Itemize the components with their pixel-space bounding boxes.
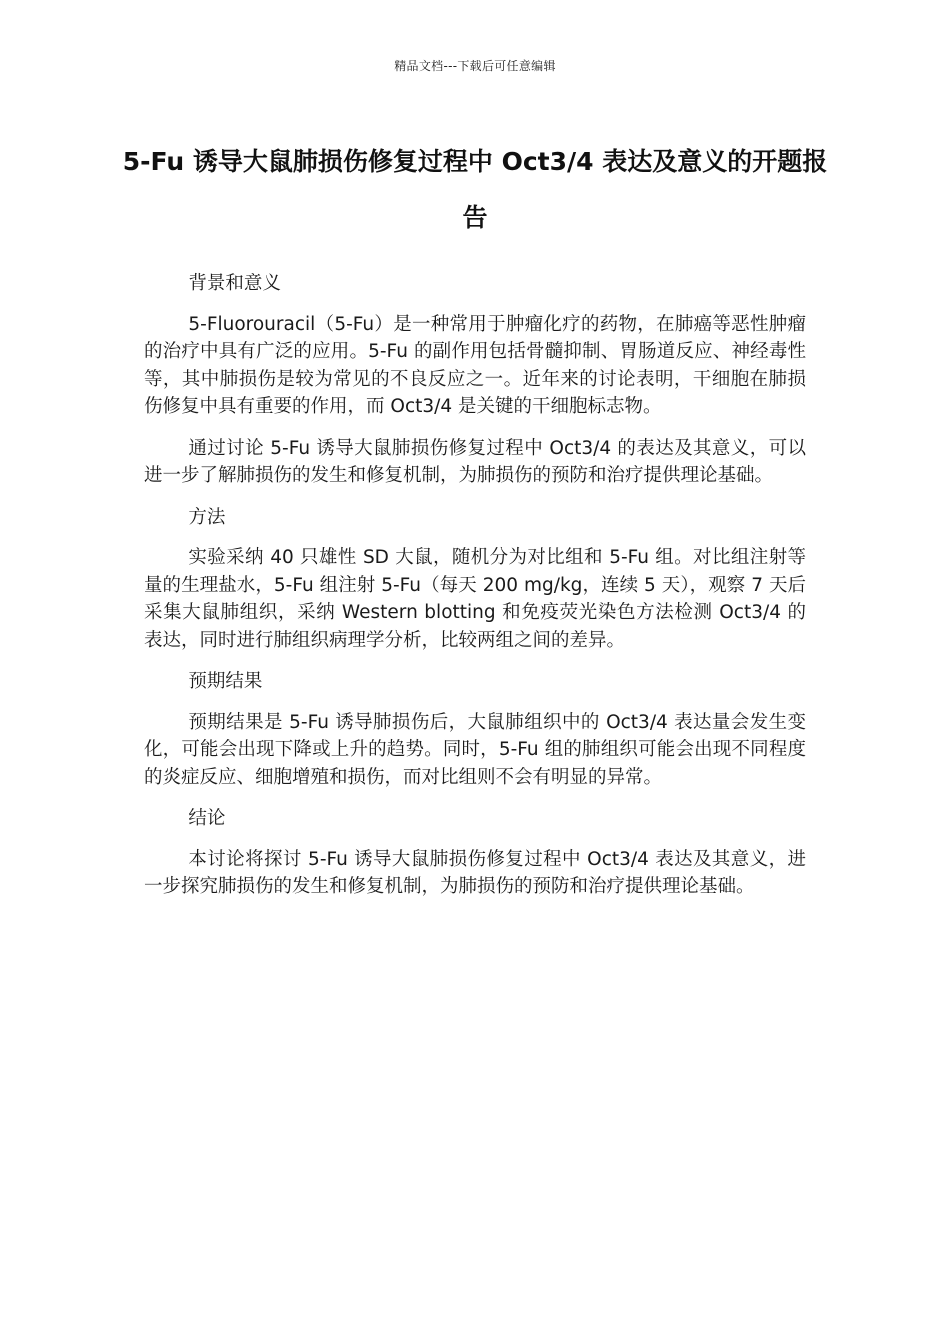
section-heading-background: 背景和意义	[188, 273, 281, 294]
header-note: 精品文档---下载后可任意编辑	[394, 59, 556, 73]
paragraph-background-1: 5-Fluorouracil（5-Fu）是一种常用于肿瘤化疗的药物，在肺癌等恶性肿瘤的治疗中具有广泛的应用。5-Fu 的副作用包括骨髓抑制、胃肠道反应、神经毒性等，其中肺损伤是较为常见的不良反应之一。近年来的讨论表明，干细胞在肺损伤修复中具有重要的作用，而 Oct3/4 是关键的干细胞标志物。	[144, 313, 806, 417]
paragraph-method-1: 实验采纳 40 只雄性 SD 大鼠，随机分为对比组和 5-Fu 组。对比组注射等量的生理盐水，5-Fu 组注射 5-Fu（每天 200 mg/kg，连续 5 天），观察 7 天后采集大鼠肺组织，采纳 Western blotting 和免疫荧光染色方法检测 Oct3/4 的表达，同时进行肺组织病理学分析，比较两组之间的差异。	[144, 547, 806, 651]
section-heading-expected: 预期结果	[188, 671, 263, 692]
document-title: 5-Fu 诱导大鼠肺损伤修复过程中 Oct3/4 表达及意义的开题报告	[122, 147, 828, 232]
paragraph-expected-1: 预期结果是 5-Fu 诱导肺损伤后，大鼠肺组织中的 Oct3/4 表达量会发生变化，可能会出现下降或上升的趋势。同时，5-Fu 组的肺组织可能会出现不同程度的炎症反应、细胞增殖和损伤，而对比组则不会有明显的异常。	[144, 711, 806, 788]
section-heading-conclusion: 结论	[188, 808, 226, 829]
paragraph-background-2: 通过讨论 5-Fu 诱导大鼠肺损伤修复过程中 Oct3/4 的表达及其意义，可以进一步了解肺损伤的发生和修复机制，为肺损伤的预防和治疗提供理论基础。	[144, 437, 806, 486]
section-heading-method: 方法	[188, 506, 226, 528]
paragraph-conclusion-1: 本讨论将探讨 5-Fu 诱导大鼠肺损伤修复过程中 Oct3/4 表达及其意义，进一步探究肺损伤的发生和修复机制，为肺损伤的预防和治疗提供理论基础。	[144, 848, 806, 897]
document-body	[144, 270, 806, 915]
